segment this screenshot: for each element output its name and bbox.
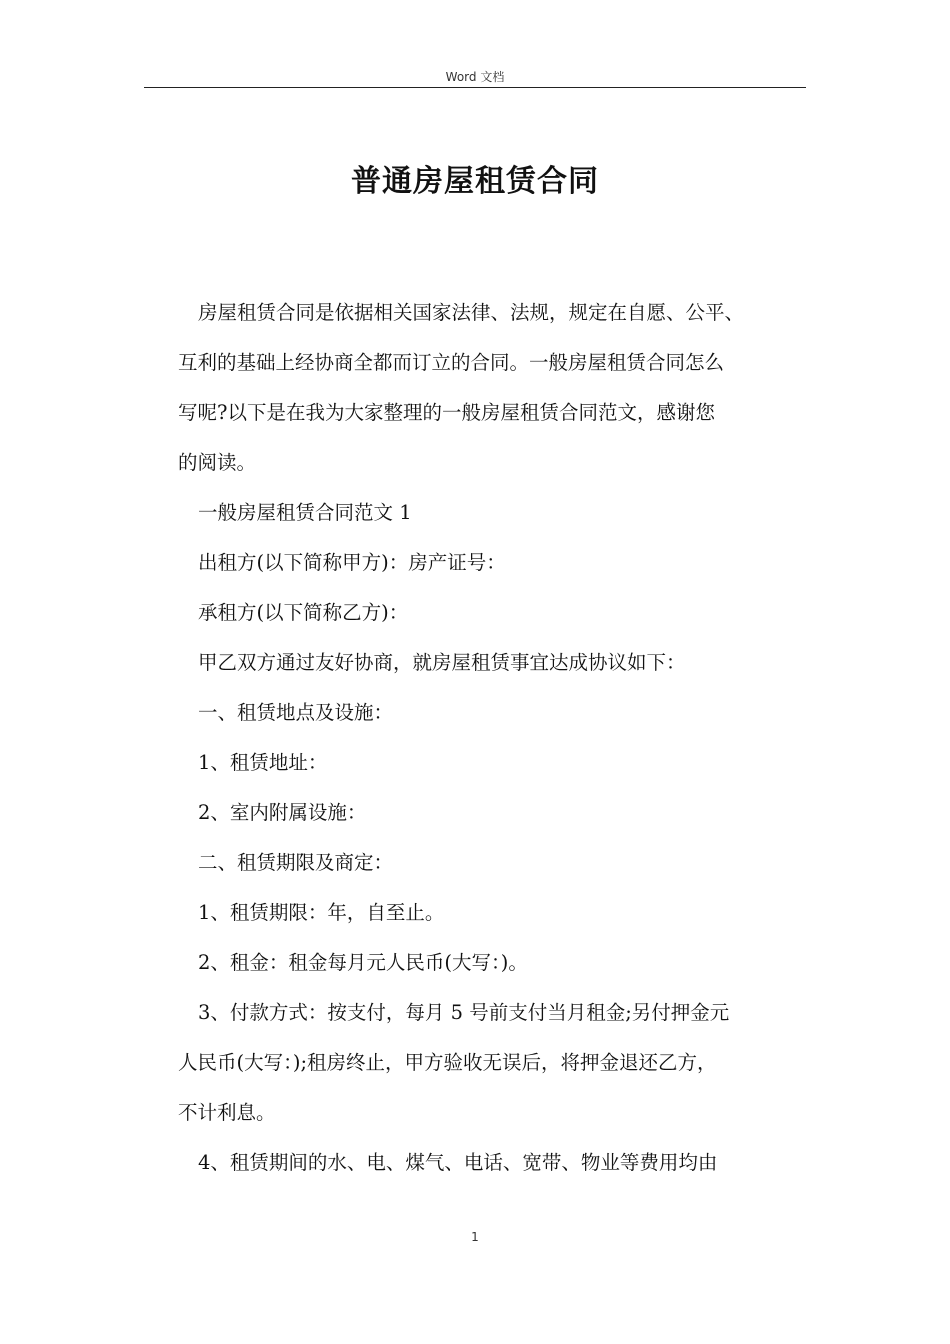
paragraph-line: 互利的基础上经协商全都而订立的合同。一般房屋租赁合同怎么: [178, 351, 725, 374]
clause-item: 1、租赁期限：年，自至止。: [198, 901, 445, 924]
paragraph-line: 房屋租赁合同是依据相关国家法律、法规，规定在自愿、公平、: [198, 301, 745, 324]
document-title: 普通房屋租赁合同: [351, 164, 599, 199]
paragraph-line: 写呢?以下是在我为大家整理的一般房屋租赁合同范文，感谢您: [178, 401, 715, 424]
paragraph-line: 出租方(以下简称甲方)：房产证号：: [198, 551, 506, 574]
clause-item-continuation: 不计利息。: [178, 1101, 276, 1124]
header-divider: [144, 87, 806, 88]
paragraph-line: 甲乙双方通过友好协商，就房屋租赁事宜达成协议如下：: [198, 651, 686, 674]
section-heading: 一般房屋租赁合同范文 1: [198, 501, 412, 524]
clause-item: 2、租金：租金每月元人民币(大写：)。: [198, 951, 528, 974]
clause-heading: 二、租赁期限及商定：: [198, 851, 394, 874]
page-number: 1: [471, 1230, 479, 1244]
clause-item-continuation: 人民币(大写：);租房终止，甲方验收无误后，将押金退还乙方，: [178, 1051, 717, 1074]
paragraph-line: 的阅读。: [178, 451, 257, 474]
clause-item: 4、租赁期间的水、电、煤气、电话、宽带、物业等费用均由: [198, 1151, 718, 1174]
clause-item: 3、付款方式：按支付，每月 5 号前支付当月租金;另付押金元: [198, 1001, 730, 1024]
page-header: Word 文档: [445, 70, 505, 84]
paragraph-line: 承租方(以下简称乙方)：: [198, 601, 409, 624]
clause-item: 2、室内附属设施：: [198, 801, 367, 824]
document-body: [178, 288, 810, 1188]
clause-item: 1、租赁地址：: [198, 751, 328, 774]
clause-heading: 一、租赁地点及设施：: [198, 701, 394, 724]
